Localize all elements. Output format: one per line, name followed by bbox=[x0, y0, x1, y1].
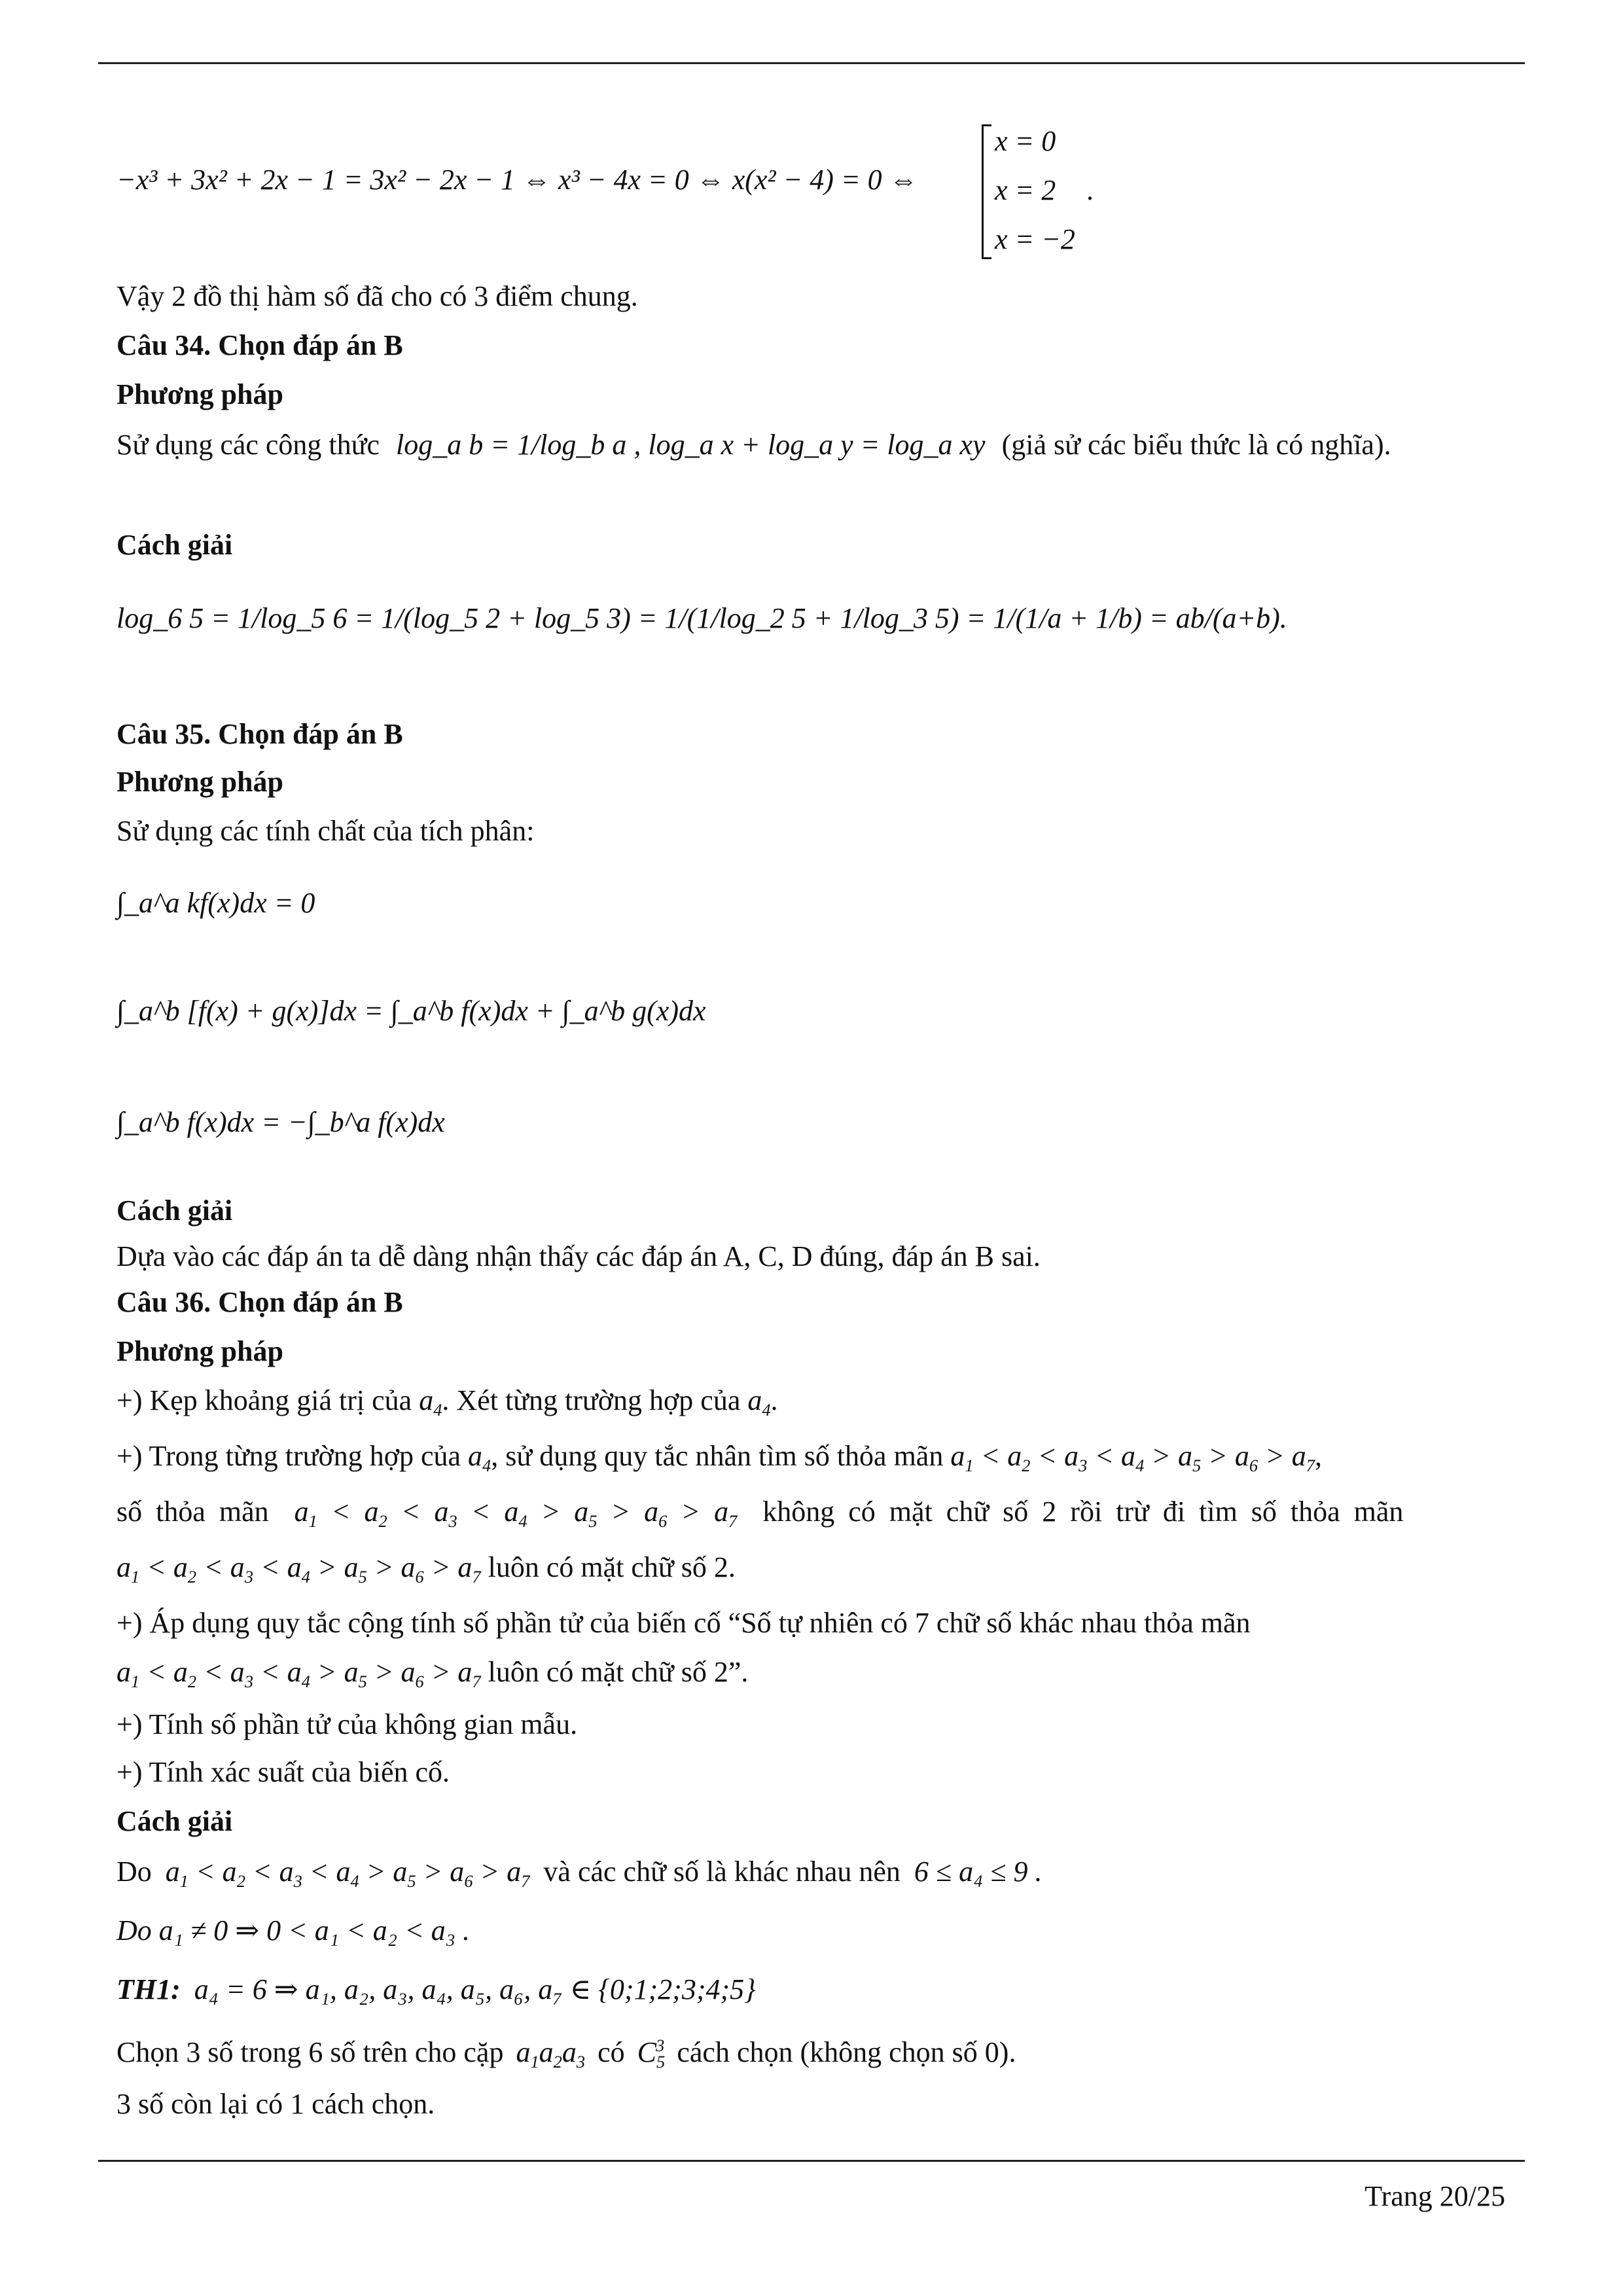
q36-m3-a: số thỏa mãn bbox=[116, 1496, 269, 1528]
q34-method-heading: Phương pháp bbox=[116, 378, 283, 410]
q36-s3-comb: $C_5^3$ bbox=[637, 2036, 666, 2072]
q34-title: Câu 34. Chọn đáp án B bbox=[116, 329, 403, 361]
q36-m2-a: +) Trong từng trường hợp của bbox=[116, 1440, 461, 1472]
q36-m1-a: +) Kẹp khoảng giá trị của bbox=[116, 1384, 412, 1416]
q36-s1-b: và các chữ số là khác nhau nên bbox=[543, 1856, 901, 1888]
q36-title: Câu 36. Chọn đáp án B bbox=[116, 1286, 403, 1318]
q36-m6-b: luôn có mặt chữ số 2”. bbox=[488, 1656, 749, 1688]
footer-rule bbox=[98, 2160, 1525, 2162]
q36-method-4 bbox=[116, 1551, 736, 1587]
q36-th1-label: TH1: bbox=[116, 1973, 181, 2005]
case-3: x = −2 bbox=[995, 223, 1075, 255]
q36-solution-3 bbox=[116, 2036, 1016, 2072]
q36-method-2: +) Trong từng trường hợp của $a_4$, sử dụng quy tắc nhân tìm số thỏa mãn $a_1 < a_2 < a_3 < a_4 > a_5 > a_6 > a_7$, bbox=[116, 1440, 1322, 1476]
q36-th1-formula: a₄ = 6 ⇒ a₁, a₂, a₃, a₄, a₅, a₆, a₇ ∈ {0;1;2;3;4;5} bbox=[194, 1973, 756, 2005]
cases-bracket bbox=[982, 124, 991, 259]
q36-th1-line bbox=[116, 1973, 756, 2007]
q36-m1-b: . Xét từng trường hợp của bbox=[442, 1384, 741, 1416]
q36-m2-b: , sử dụng quy tắc nhân tìm số thỏa mãn bbox=[491, 1440, 944, 1472]
q34-method-line bbox=[116, 429, 1391, 462]
q36-method-1: +) Kẹp khoảng giá trị của $a_4$. Xét từng trường hợp của $a_4$. bbox=[116, 1384, 778, 1420]
q36-s3-var: $a_1a_2a_3$ bbox=[516, 2036, 586, 2072]
q36-solution-4: 3 số còn lại có 1 cách chọn. bbox=[116, 2088, 435, 2120]
q36-m3-b: không có mặt chữ số 2 rồi trừ đi tìm số thỏa mãn bbox=[762, 1496, 1404, 1528]
q36-solution-1 bbox=[116, 1856, 1043, 1892]
q36-solution-2: Do a₁ ≠ 0 ⇒ 0 < a₁ < a₂ < a₃ . bbox=[116, 1914, 471, 1946]
q34-method-formula: log_a b = 1/log_b a , log_a x + log_a y = log_a xy bbox=[396, 429, 986, 461]
q36-s3-b: có bbox=[597, 2036, 625, 2068]
q35-method-heading: Phương pháp bbox=[116, 766, 283, 798]
q36-s1-c: 6 ≤ a₄ ≤ 9 . bbox=[914, 1856, 1043, 1888]
q36-method-6 bbox=[116, 1656, 748, 1692]
q35-prop-1: ∫_a^a kf(x)dx = 0 bbox=[116, 887, 315, 919]
q36-method-7: +) Tính số phần tử của không gian mẫu. bbox=[116, 1708, 578, 1740]
q36-method-3 bbox=[116, 1496, 1403, 1532]
q35-prop-2: ∫_a^b [f(x) + g(x)]dx = ∫_a^b f(x)dx + ∫_a^b g(x)dx bbox=[116, 995, 706, 1027]
q34-solution-formula: log_6 5 = 1/log_5 6 = 1/(log_5 2 + log_5 3) = 1/(1/log_2 5 + 1/log_3 5) = 1/(1/a + 1/b) = ab/(a+b). bbox=[116, 602, 1287, 634]
q35-solution-heading: Cách giải bbox=[116, 1194, 233, 1227]
q35-solution-text: Dựa vào các đáp án ta dễ dàng nhận thấy các đáp án A, C, D đúng, đáp án B sai. bbox=[116, 1240, 1041, 1272]
q36-method-5: +) Áp dụng quy tắc cộng tính số phần tử của biến cố “Số tự nhiên có 7 chữ số khác nhau thỏa mãn bbox=[116, 1607, 1251, 1639]
q35-prop-3: ∫_a^b f(x)dx = −∫_b^a f(x)dx bbox=[116, 1106, 445, 1138]
q36-m3-chain: $a_1 < a_2 < a_3 < a_4 > a_5 > a_6 > a_7$ bbox=[294, 1496, 738, 1532]
q34-solution-heading: Cách giải bbox=[116, 529, 233, 561]
equation-top-end: . bbox=[1086, 174, 1094, 206]
equation-top bbox=[116, 164, 918, 197]
q36-solution-heading: Cách giải bbox=[116, 1805, 233, 1837]
q36-m1-var2: $a_4$ bbox=[747, 1384, 771, 1420]
q36-s1-a: Do bbox=[116, 1856, 152, 1888]
conclusion-text: Vậy 2 đồ thị hàm số đã cho có 3 điểm chung. bbox=[116, 280, 638, 312]
q36-m2-chain: $a_1 < a_2 < a_3 < a_4 > a_5 > a_6 > a_7$ bbox=[950, 1440, 1315, 1476]
q36-m1-var: $a_4$ bbox=[419, 1384, 442, 1420]
q36-s3-a: Chọn 3 số trong 6 số trên cho cặp bbox=[116, 2036, 504, 2068]
q36-s3-c: cách chọn (không chọn số 0). bbox=[677, 2036, 1016, 2068]
q36-method-heading: Phương pháp bbox=[116, 1335, 283, 1367]
q36-method-8: +) Tính xác suất của biến cố. bbox=[116, 1756, 450, 1788]
equation-top-lhs: −x³ + 3x² + 2x − 1 = 3x² − 2x − 1 ⇔ x³ − 4x = 0 ⇔ x(x² − 4) = 0 ⇔ bbox=[116, 164, 918, 196]
q36-m4-chain: $a_1 < a_2 < a_3 < a_4 > a_5 > a_6 > a_7$ bbox=[116, 1551, 481, 1587]
q36-m4-b: luôn có mặt chữ số 2. bbox=[488, 1551, 736, 1583]
case-2: x = 2 bbox=[995, 174, 1056, 206]
case-1: x = 0 bbox=[995, 125, 1056, 157]
q36-m2-var: $a_4$ bbox=[468, 1440, 491, 1476]
q34-method-post: (giả sử các biểu thức là có nghĩa). bbox=[1001, 429, 1391, 461]
q35-method-text: Sử dụng các tính chất của tích phân: bbox=[116, 815, 535, 847]
q36-m6-chain: $a_1 < a_2 < a_3 < a_4 > a_5 > a_6 > a_7$ bbox=[116, 1656, 481, 1692]
page-number: Trang 20/25 bbox=[1364, 2180, 1505, 2212]
header-rule bbox=[98, 62, 1525, 64]
q35-title: Câu 35. Chọn đáp án B bbox=[116, 718, 403, 750]
q34-method-pre: Sử dụng các công thức bbox=[116, 429, 380, 461]
q36-s1-chain: $a_1 < a_2 < a_3 < a_4 > a_5 > a_6 > a_7$ bbox=[165, 1856, 530, 1892]
